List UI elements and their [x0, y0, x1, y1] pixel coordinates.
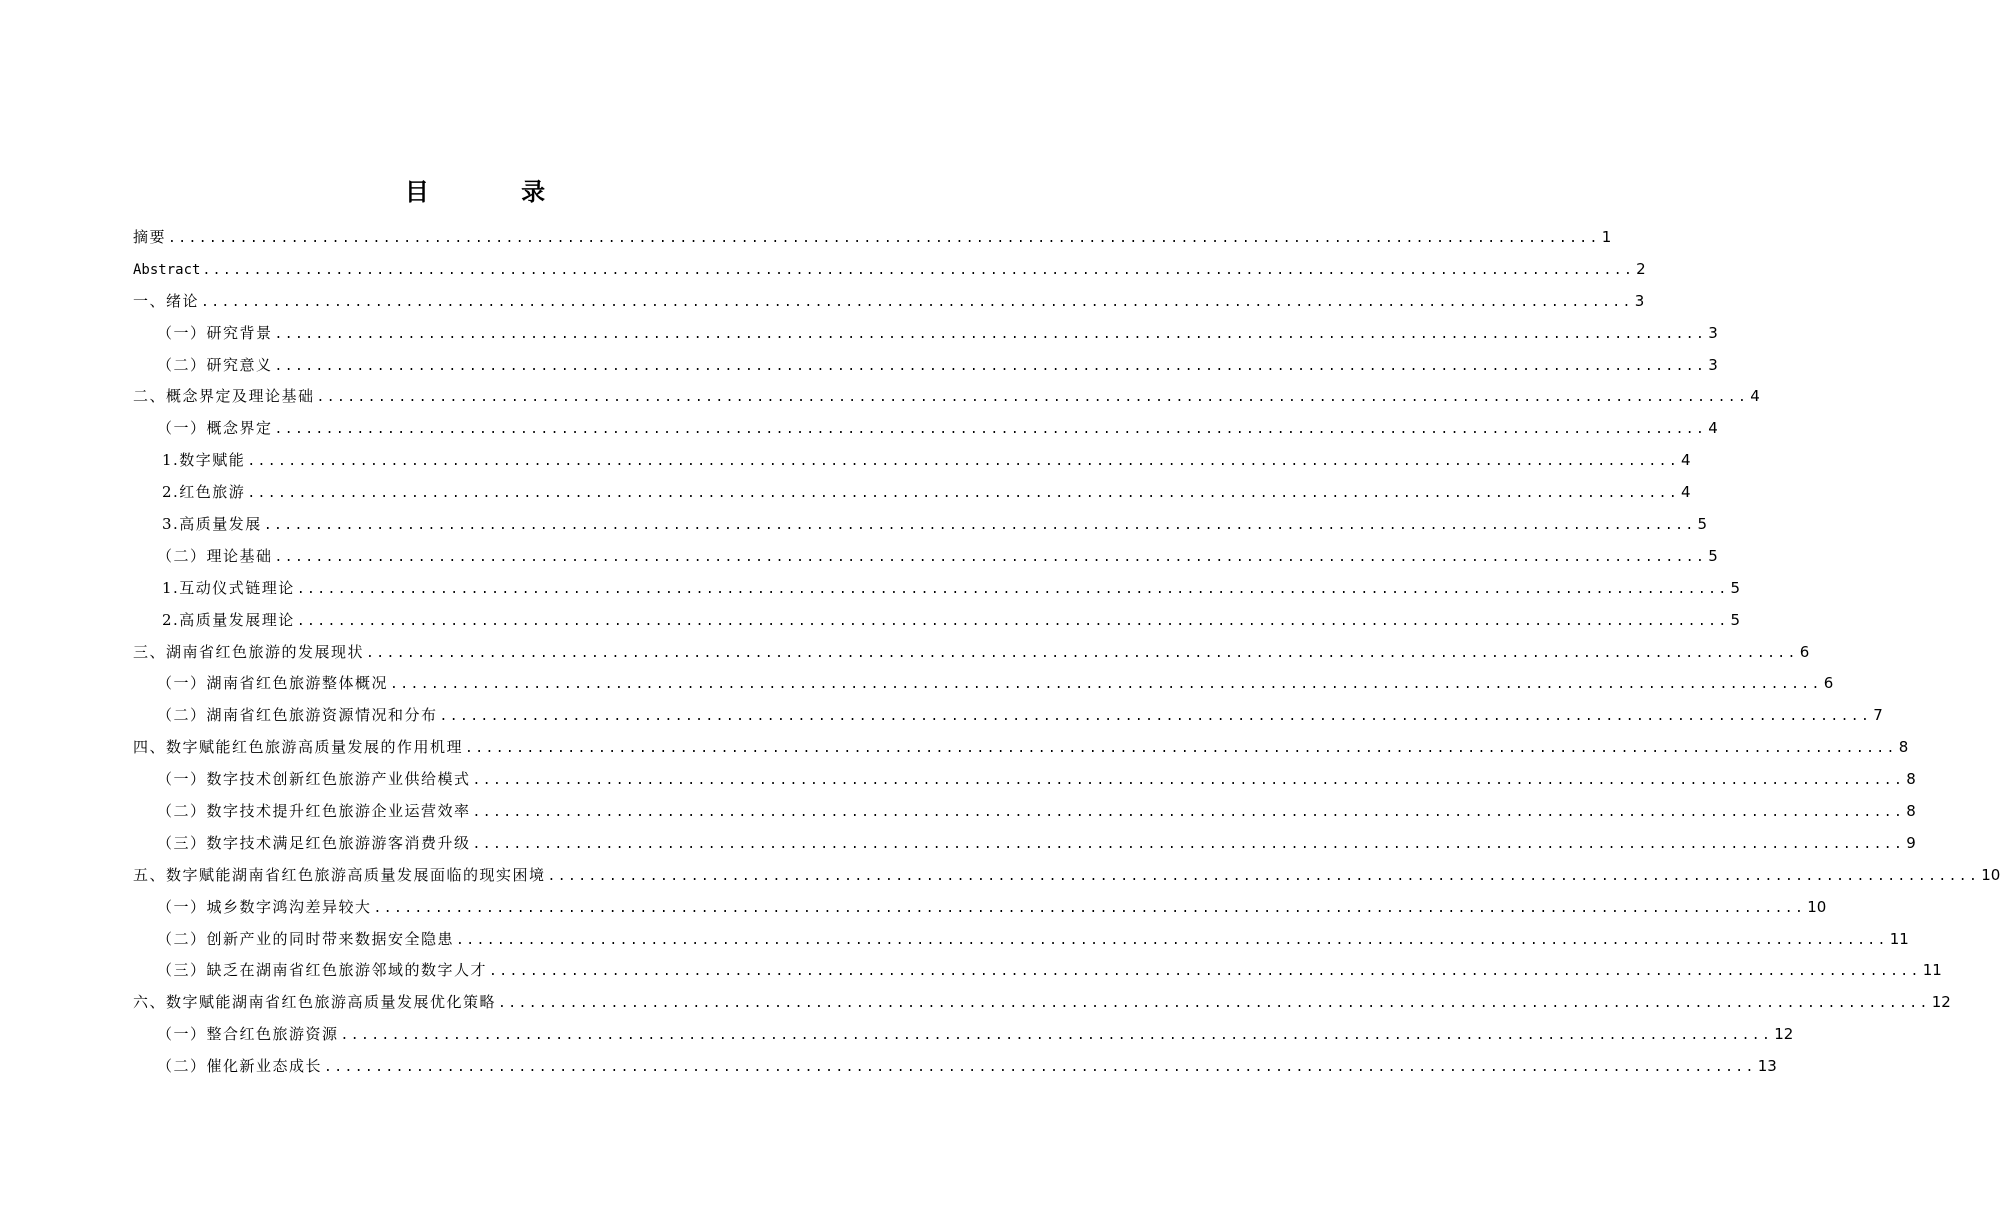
toc-entry[interactable] — [133, 732, 1909, 764]
toc-page-number: 5 — [1708, 546, 1718, 565]
toc-entry-label: （一）湖南省红色旅游整体概况 — [157, 674, 389, 693]
toc-entry-label: （三）数字技术满足红色旅游游客消费升级 — [157, 833, 471, 852]
toc-page-number: 3 — [1708, 355, 1718, 374]
toc-page-number: 1 — [1601, 228, 1612, 246]
toc-entry-label: （一）城乡数字鸿沟差异较大 — [157, 897, 372, 916]
toc-page-number: 8 — [1906, 802, 1916, 821]
toc-entry[interactable] — [133, 541, 1718, 573]
toc-dot-leader: ............................................................................................................................................ — [465, 741, 1897, 757]
toc-page-number: 10 — [1807, 897, 1827, 916]
toc-dot-leader: ............................................................................................................................................ — [316, 390, 1749, 406]
toc-dot-leader: ............................................................................................................................................ — [202, 262, 1635, 278]
toc-entry-label: 2.高质量发展理论 — [162, 610, 295, 629]
toc-dot-leader: ............................................................................................................................................ — [472, 805, 1905, 821]
toc-entry-label: （二）理论基础 — [157, 546, 273, 565]
toc-entry-label: 3.高质量发展 — [162, 515, 262, 534]
toc-page-number: 11 — [1922, 961, 1942, 980]
toc-page-number: 9 — [1906, 833, 1916, 852]
toc-dot-leader: ............................................................................................................................................ — [247, 486, 1680, 502]
toc-page-number: 12 — [1774, 1025, 1794, 1044]
toc-entry-label: （一）研究背景 — [157, 323, 273, 342]
toc-dot-leader: ............................................................................................................................................ — [201, 294, 1633, 310]
toc-dot-leader: ............................................................................................................................................ — [274, 549, 1707, 565]
toc-entry[interactable] — [133, 637, 1810, 669]
toc-page-number: 12 — [1931, 993, 1951, 1012]
toc-entry[interactable] — [133, 477, 1691, 509]
toc-entry-label: 三、湖南省红色旅游的发展现状 — [133, 642, 365, 661]
toc-dot-leader: ............................................................................................................................................ — [489, 964, 1921, 980]
toc-entry[interactable] — [133, 286, 1645, 318]
table-of-contents — [133, 222, 2000, 1083]
toc-entry-label: （二）湖南省红色旅游资源情况和分布 — [157, 706, 438, 725]
toc-page-number: 5 — [1730, 578, 1741, 597]
toc-dot-leader: ............................................................................................................................................ — [168, 231, 1600, 246]
toc-page-number: 4 — [1681, 451, 1691, 470]
toc-entry-label: 五、数字赋能湖南省红色旅游高质量发展面临的现实困境 — [133, 865, 546, 884]
toc-dot-leader: ............................................................................................................................................ — [456, 932, 1888, 948]
toc-page-number: 7 — [1873, 706, 1883, 725]
toc-entry-label: 二、概念界定及理论基础 — [133, 387, 315, 406]
toc-page-number: 8 — [1898, 738, 1909, 757]
toc-dot-leader: ............................................................................................................................................ — [340, 1028, 1773, 1044]
toc-entry[interactable] — [133, 413, 1718, 445]
toc-page-number: 4 — [1750, 387, 1760, 406]
toc-entry-label: 1.数字赋能 — [162, 451, 246, 470]
toc-entry-label: （二）创新产业的同时带来数据安全隐患 — [157, 929, 455, 948]
toc-page-number: 5 — [1730, 610, 1741, 629]
toc-dot-leader: ............................................................................................................................................ — [547, 868, 1980, 884]
toc-dot-leader: ............................................................................................................................................ — [373, 900, 1806, 916]
toc-entry[interactable] — [133, 955, 1942, 987]
toc-entry-label: （二）数字技术提升红色旅游企业运营效率 — [157, 802, 471, 821]
toc-entry-label: （一）整合红色旅游资源 — [157, 1025, 339, 1044]
toc-entry[interactable] — [133, 605, 1741, 637]
toc-entry[interactable] — [133, 860, 2000, 892]
toc-dot-leader: ............................................................................................................................................ — [472, 773, 1905, 789]
toc-dot-leader: ............................................................................................................................................ — [247, 454, 1680, 470]
toc-entry[interactable] — [133, 924, 1909, 956]
toc-entry-label: 摘要 — [133, 228, 167, 246]
toc-page-number: 6 — [1823, 674, 1834, 693]
toc-entry[interactable] — [133, 668, 1834, 700]
toc-entry[interactable] — [133, 987, 1951, 1019]
toc-entry[interactable] — [133, 381, 1760, 413]
toc-dot-leader: ............................................................................................................................................ — [472, 836, 1905, 852]
toc-dot-leader: ............................................................................................................................................ — [324, 1060, 1756, 1076]
toc-page-number: 8 — [1906, 770, 1916, 789]
toc-entry-label: （三）缺乏在湖南省红色旅游邻域的数字人才 — [157, 961, 488, 980]
toc-entry-label: 六、数字赋能湖南省红色旅游高质量发展优化策略 — [133, 993, 497, 1012]
toc-entry-label: Abstract — [133, 261, 201, 278]
toc-entry-label: 1.互动仪式链理论 — [162, 578, 295, 597]
toc-entry[interactable] — [133, 828, 1916, 860]
toc-page-number: 2 — [1636, 259, 1646, 278]
toc-title: 目 录 — [404, 178, 588, 206]
toc-entry[interactable] — [133, 350, 1718, 382]
toc-entry[interactable] — [133, 445, 1691, 477]
toc-entry-label: （一）数字技术创新红色旅游产业供给模式 — [157, 770, 471, 789]
toc-page-number: 10 — [1981, 865, 2000, 884]
toc-dot-leader: ............................................................................................................................................ — [390, 677, 1822, 693]
toc-entry-label: 四、数字赋能红色旅游高质量发展的作用机理 — [133, 738, 464, 757]
toc-entry[interactable] — [133, 254, 1646, 286]
toc-dot-leader: ............................................................................................................................................ — [439, 709, 1872, 725]
toc-entry[interactable] — [133, 796, 1916, 828]
toc-entry[interactable] — [133, 764, 1916, 796]
toc-dot-leader: ............................................................................................................................................ — [296, 581, 1729, 597]
toc-page-number: 4 — [1681, 483, 1691, 502]
toc-dot-leader: ............................................................................................................................................ — [274, 422, 1707, 438]
toc-entry[interactable] — [133, 1019, 1794, 1051]
toc-entry-label: （二）催化新业态成长 — [157, 1057, 323, 1076]
toc-dot-leader: ............................................................................................................................................ — [366, 645, 1798, 661]
toc-entry[interactable] — [133, 1051, 1777, 1083]
toc-page-number: 3 — [1708, 323, 1718, 342]
toc-entry[interactable] — [133, 573, 1741, 605]
toc-page-number: 5 — [1697, 515, 1708, 534]
toc-page-number: 11 — [1889, 929, 1909, 948]
toc-page-number: 6 — [1799, 642, 1810, 661]
toc-dot-leader: ............................................................................................................................................ — [274, 358, 1707, 374]
toc-dot-leader: ............................................................................................................................................ — [263, 518, 1696, 534]
toc-entry[interactable] — [133, 222, 1612, 254]
toc-entry-label: （一）概念界定 — [157, 419, 273, 438]
toc-entry-label: 一、绪论 — [133, 291, 200, 310]
toc-entry-label: （二）研究意义 — [157, 355, 273, 374]
toc-page-number: 13 — [1757, 1057, 1777, 1076]
toc-dot-leader: ............................................................................................................................................ — [296, 613, 1729, 629]
toc-entry[interactable] — [133, 318, 1718, 350]
toc-dot-leader: ............................................................................................................................................ — [274, 326, 1707, 342]
toc-page-number: 4 — [1708, 419, 1718, 438]
toc-entry[interactable] — [133, 700, 1883, 732]
toc-entry[interactable] — [133, 509, 1708, 541]
toc-entry-label: 2.红色旅游 — [162, 483, 246, 502]
toc-page-number: 3 — [1634, 291, 1645, 310]
toc-dot-leader: ............................................................................................................................................ — [498, 996, 1930, 1012]
toc-entry[interactable] — [133, 892, 1827, 924]
